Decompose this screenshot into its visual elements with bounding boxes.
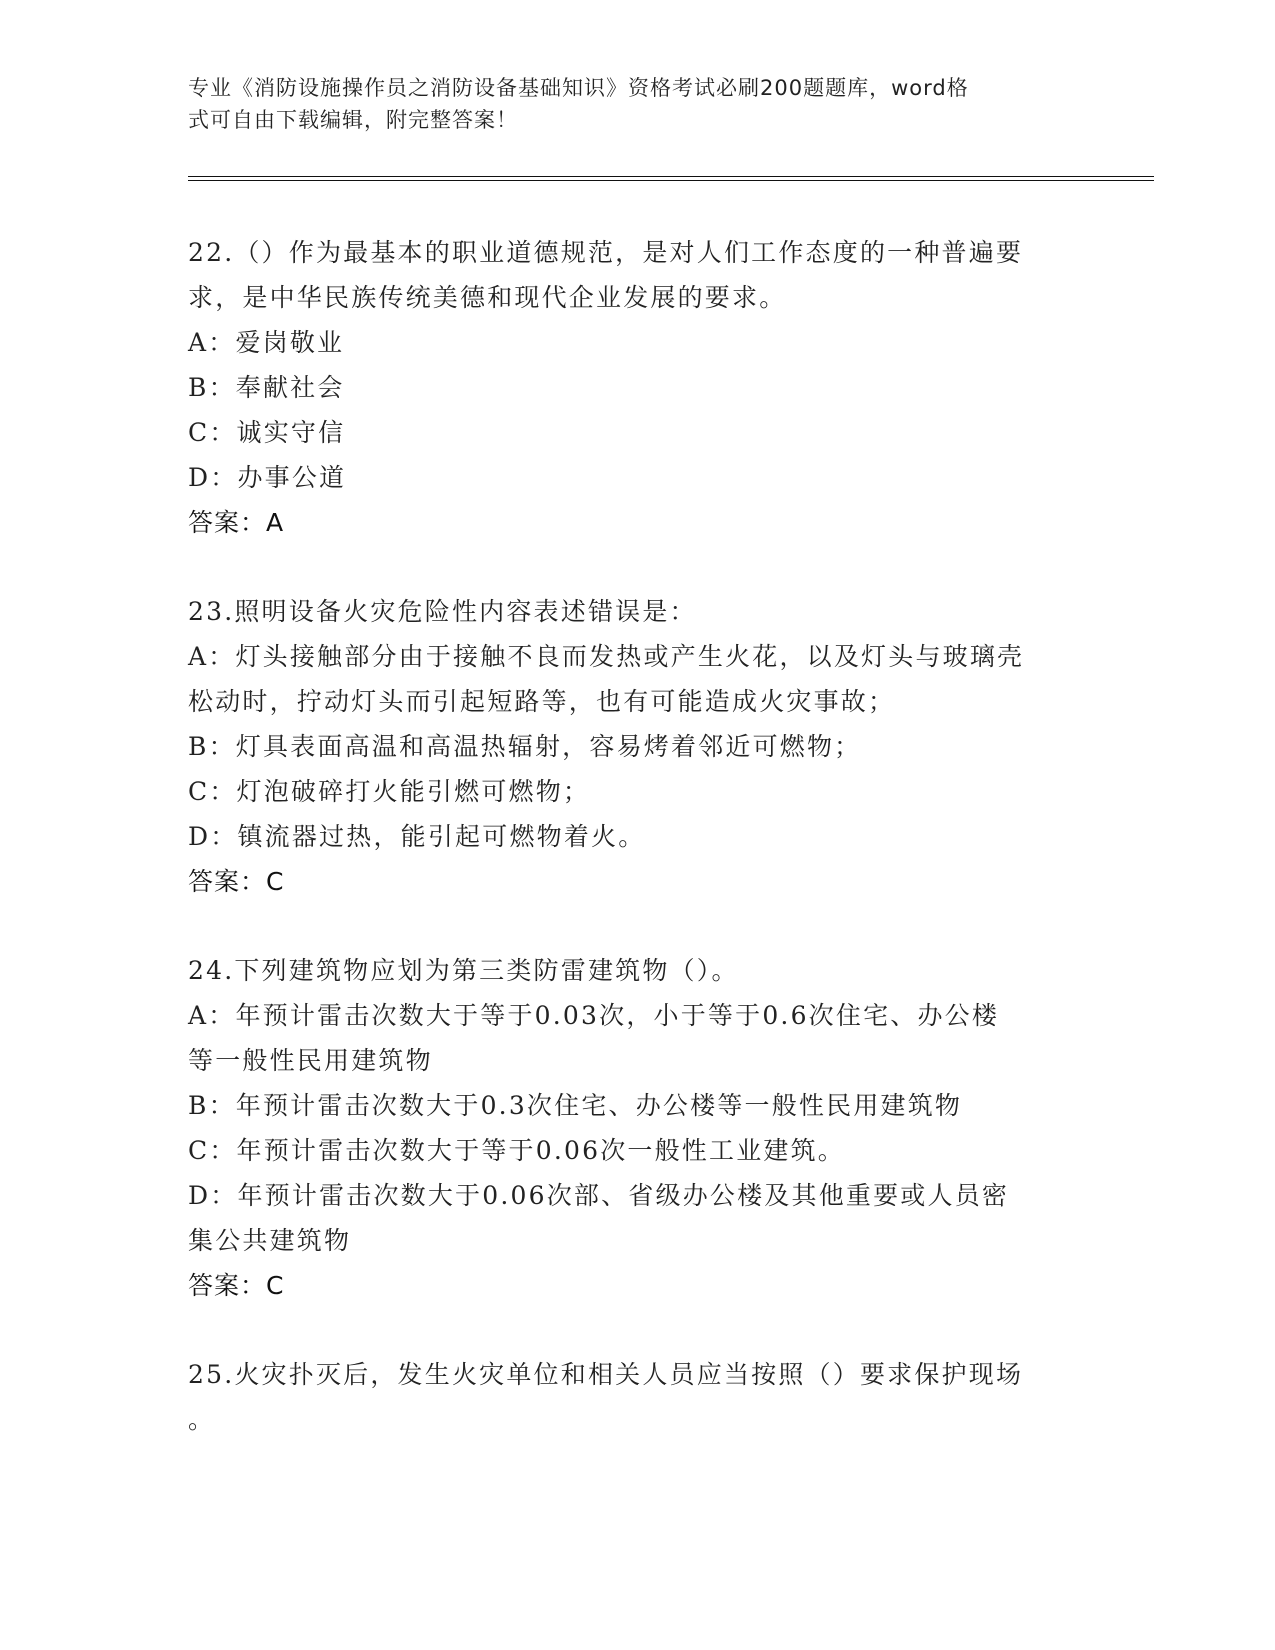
option-line: C：灯泡破碎打火能引燃可燃物； bbox=[188, 777, 591, 806]
answer-line: 答案：C bbox=[188, 867, 285, 896]
option-line: B：奉献社会 bbox=[188, 373, 345, 402]
question-block bbox=[188, 948, 1088, 1308]
answer-line: 答案：A bbox=[188, 508, 285, 537]
option-line: B：灯具表面高温和高温热辐射，容易烤着邻近可燃物； bbox=[188, 732, 862, 761]
option-line: B：年预计雷击次数大于0.3次住宅、办公楼等一般性民用建筑物 bbox=[188, 1091, 963, 1120]
option-line: D：镇流器过热，能引起可燃物着火。 bbox=[188, 822, 646, 851]
option-line: C：诚实守信 bbox=[188, 418, 346, 447]
question-block bbox=[188, 230, 1088, 545]
option-line: A：年预计雷击次数大于等于0.03次，小于等于0.6次住宅、办公楼 bbox=[188, 1001, 1000, 1030]
option-line: D：办事公道 bbox=[188, 463, 347, 492]
question-stem-line: 24.下列建筑物应划为第三类防雷建筑物（）。 bbox=[188, 956, 739, 985]
document-header bbox=[188, 72, 1068, 136]
option-line: 松动时，拧动灯头而引起短路等，也有可能造成火灾事故； bbox=[188, 687, 896, 716]
option-line: A：灯头接触部分由于接触不良而发热或产生火花，以及灯头与玻璃壳 bbox=[188, 642, 1025, 671]
answer-line: 答案：C bbox=[188, 1271, 285, 1300]
question-stem-line: 25.火灾扑灭后，发生火灾单位和相关人员应当按照（）要求保护现场 bbox=[188, 1360, 1024, 1389]
header-line-2: 式可自由下载编辑，附完整答案！ bbox=[188, 108, 518, 132]
header-line-1: 专业《消防设施操作员之消防设备基础知识》资格考试必刷200题题库，word格 bbox=[188, 76, 969, 100]
question-stem-line: 求，是中华民族传统美德和现代企业发展的要求。 bbox=[188, 283, 787, 312]
option-line: C：年预计雷击次数大于等于0.06次一般性工业建筑。 bbox=[188, 1136, 845, 1165]
question-stem-line: 22.（）作为最基本的职业道德规范，是对人们工作态度的一种普遍要 bbox=[188, 238, 1024, 267]
option-line: A：爱岗敬业 bbox=[188, 328, 345, 357]
question-list bbox=[188, 230, 1088, 1486]
option-line: 等一般性民用建筑物 bbox=[188, 1046, 433, 1075]
header-divider bbox=[188, 176, 1154, 181]
question-block bbox=[188, 589, 1088, 904]
option-line: D：年预计雷击次数大于0.06次部、省级办公楼及其他重要或人员密 bbox=[188, 1181, 1010, 1210]
question-stem-line: 23.照明设备火灾危险性内容表述错误是： bbox=[188, 597, 697, 626]
option-line: 集公共建筑物 bbox=[188, 1226, 352, 1255]
question-block bbox=[188, 1352, 1088, 1442]
question-stem-line: 。 bbox=[188, 1405, 216, 1434]
